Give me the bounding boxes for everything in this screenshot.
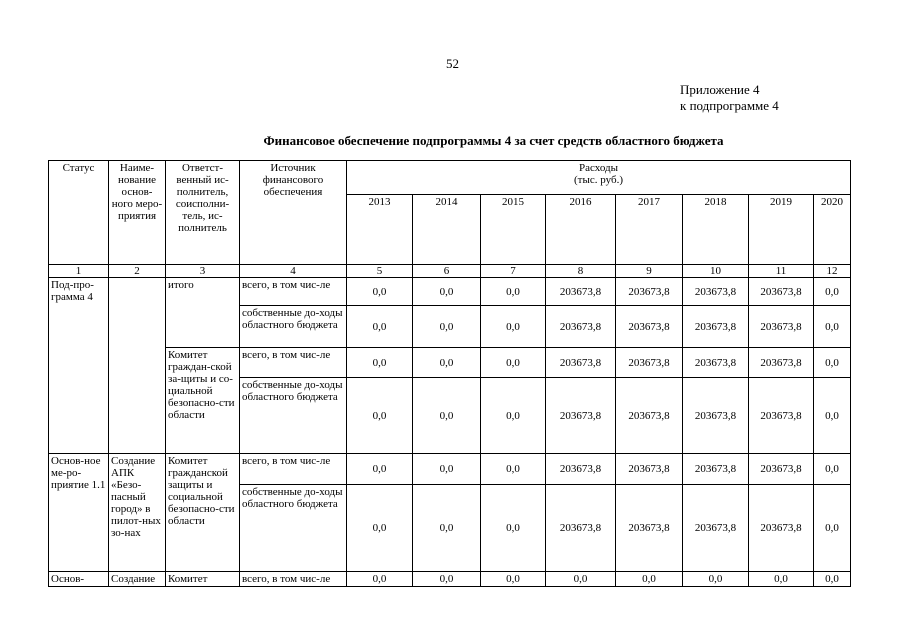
executor-cell: Комитет xyxy=(166,572,240,587)
header-executor: Ответст-венный ис-полнитель, соисполни-тель, ис-полнитель xyxy=(166,161,240,265)
value-cell: 203673,8 xyxy=(616,306,683,348)
column-number: 8 xyxy=(546,265,616,278)
name-cell: Создание АПК «Безо-пасный город» в пилот-ных зо-нах xyxy=(109,454,166,572)
value-cell: 0,0 xyxy=(413,454,481,485)
header-source: Источник финансового обеспечения xyxy=(240,161,347,265)
source-cell: всего, в том чис-ле xyxy=(240,454,347,485)
value-cell: 203673,8 xyxy=(546,485,616,572)
value-cell: 0,0 xyxy=(814,454,851,485)
executor-cell: итого xyxy=(166,278,240,348)
value-cell: 203673,8 xyxy=(616,485,683,572)
executor-cell: Комитет граждан-ской за-щиты и со-циальной безопасно-сти области xyxy=(166,348,240,454)
header-year: 2018 xyxy=(683,195,749,265)
value-cell: 203673,8 xyxy=(749,348,814,378)
value-cell: 0,0 xyxy=(481,348,546,378)
value-cell: 203673,8 xyxy=(749,454,814,485)
source-cell: всего, в том чис-ле xyxy=(240,278,347,306)
value-cell: 203673,8 xyxy=(683,454,749,485)
value-cell: 203673,8 xyxy=(616,378,683,454)
value-cell: 203673,8 xyxy=(616,454,683,485)
value-cell: 203673,8 xyxy=(546,348,616,378)
column-number: 10 xyxy=(683,265,749,278)
column-number: 3 xyxy=(166,265,240,278)
appendix-line-2: к подпрограмме 4 xyxy=(680,98,779,113)
source-cell: собственные до-ходы областного бюджета xyxy=(240,306,347,348)
value-cell: 203673,8 xyxy=(683,485,749,572)
header-year: 2017 xyxy=(616,195,683,265)
value-cell: 0,0 xyxy=(413,378,481,454)
value-cell: 0,0 xyxy=(347,306,413,348)
value-cell: 0,0 xyxy=(749,572,814,587)
header-name: Наиме-нование основ-ного меро-приятия xyxy=(109,161,166,265)
appendix-line-1: Приложение 4 xyxy=(680,82,760,97)
value-cell: 0,0 xyxy=(347,348,413,378)
value-cell: 203673,8 xyxy=(546,278,616,306)
finance-table xyxy=(48,160,851,587)
column-number: 11 xyxy=(749,265,814,278)
value-cell: 203673,8 xyxy=(749,485,814,572)
value-cell: 0,0 xyxy=(413,485,481,572)
source-cell: всего, в том чис-ле xyxy=(240,348,347,378)
value-cell: 0,0 xyxy=(347,278,413,306)
header-year: 2014 xyxy=(413,195,481,265)
source-cell: собственные до-ходы областного бюджета xyxy=(240,485,347,572)
column-number: 4 xyxy=(240,265,347,278)
value-cell: 0,0 xyxy=(347,485,413,572)
value-cell: 0,0 xyxy=(481,454,546,485)
status-cell: Основ-ное ме-ро-приятие 1.1 xyxy=(49,454,109,572)
value-cell: 0,0 xyxy=(546,572,616,587)
value-cell: 203673,8 xyxy=(749,378,814,454)
value-cell: 0,0 xyxy=(814,485,851,572)
value-cell: 0,0 xyxy=(814,378,851,454)
value-cell: 0,0 xyxy=(814,572,851,587)
header-expenses-label: Расходы xyxy=(579,162,618,174)
value-cell: 0,0 xyxy=(481,485,546,572)
source-cell: собственные до-ходы областного бюджета xyxy=(240,378,347,454)
header-status: Статус xyxy=(49,161,109,265)
value-cell: 0,0 xyxy=(616,572,683,587)
name-cell: Создание xyxy=(109,572,166,587)
status-cell: Основ- xyxy=(49,572,109,587)
header-expenses-units: (тыс. руб.) xyxy=(574,174,623,186)
column-number: 5 xyxy=(347,265,413,278)
value-cell: 0,0 xyxy=(683,572,749,587)
value-cell: 0,0 xyxy=(347,572,413,587)
value-cell: 0,0 xyxy=(814,306,851,348)
value-cell: 0,0 xyxy=(413,306,481,348)
header-year: 2019 xyxy=(749,195,814,265)
column-number: 2 xyxy=(109,265,166,278)
value-cell: 203673,8 xyxy=(683,348,749,378)
page-number: 52 xyxy=(446,56,459,71)
column-number: 12 xyxy=(814,265,851,278)
value-cell: 0,0 xyxy=(413,348,481,378)
executor-cell: Комитет гражданской защиты и социальной безопасно-сти области xyxy=(166,454,240,572)
value-cell: 203673,8 xyxy=(683,306,749,348)
header-expenses xyxy=(347,161,851,195)
header-year: 2013 xyxy=(347,195,413,265)
header-year: 2016 xyxy=(546,195,616,265)
value-cell: 203673,8 xyxy=(683,278,749,306)
value-cell: 0,0 xyxy=(413,278,481,306)
value-cell: 0,0 xyxy=(347,454,413,485)
value-cell: 0,0 xyxy=(481,278,546,306)
header-year: 2015 xyxy=(481,195,546,265)
column-number: 6 xyxy=(413,265,481,278)
status-cell: Под-про-грамма 4 xyxy=(49,278,109,454)
value-cell: 0,0 xyxy=(481,378,546,454)
value-cell: 0,0 xyxy=(481,572,546,587)
value-cell: 203673,8 xyxy=(683,378,749,454)
value-cell: 0,0 xyxy=(413,572,481,587)
value-cell: 203673,8 xyxy=(546,454,616,485)
value-cell: 203673,8 xyxy=(546,306,616,348)
column-number: 7 xyxy=(481,265,546,278)
document-title: Финансовое обеспечение подпрограммы 4 за счет средств областного бюджета xyxy=(263,133,724,148)
source-cell: всего, в том чис-ле xyxy=(240,572,347,587)
name-cell xyxy=(109,278,166,454)
value-cell: 203673,8 xyxy=(616,348,683,378)
column-number: 9 xyxy=(616,265,683,278)
value-cell: 0,0 xyxy=(347,378,413,454)
value-cell: 203673,8 xyxy=(616,278,683,306)
value-cell: 203673,8 xyxy=(749,306,814,348)
appendix-note xyxy=(680,82,779,114)
value-cell: 203673,8 xyxy=(749,278,814,306)
value-cell: 0,0 xyxy=(814,348,851,378)
value-cell: 203673,8 xyxy=(546,378,616,454)
value-cell: 0,0 xyxy=(814,278,851,306)
value-cell: 0,0 xyxy=(481,306,546,348)
header-year: 2020 xyxy=(814,195,851,265)
column-number: 1 xyxy=(49,265,109,278)
